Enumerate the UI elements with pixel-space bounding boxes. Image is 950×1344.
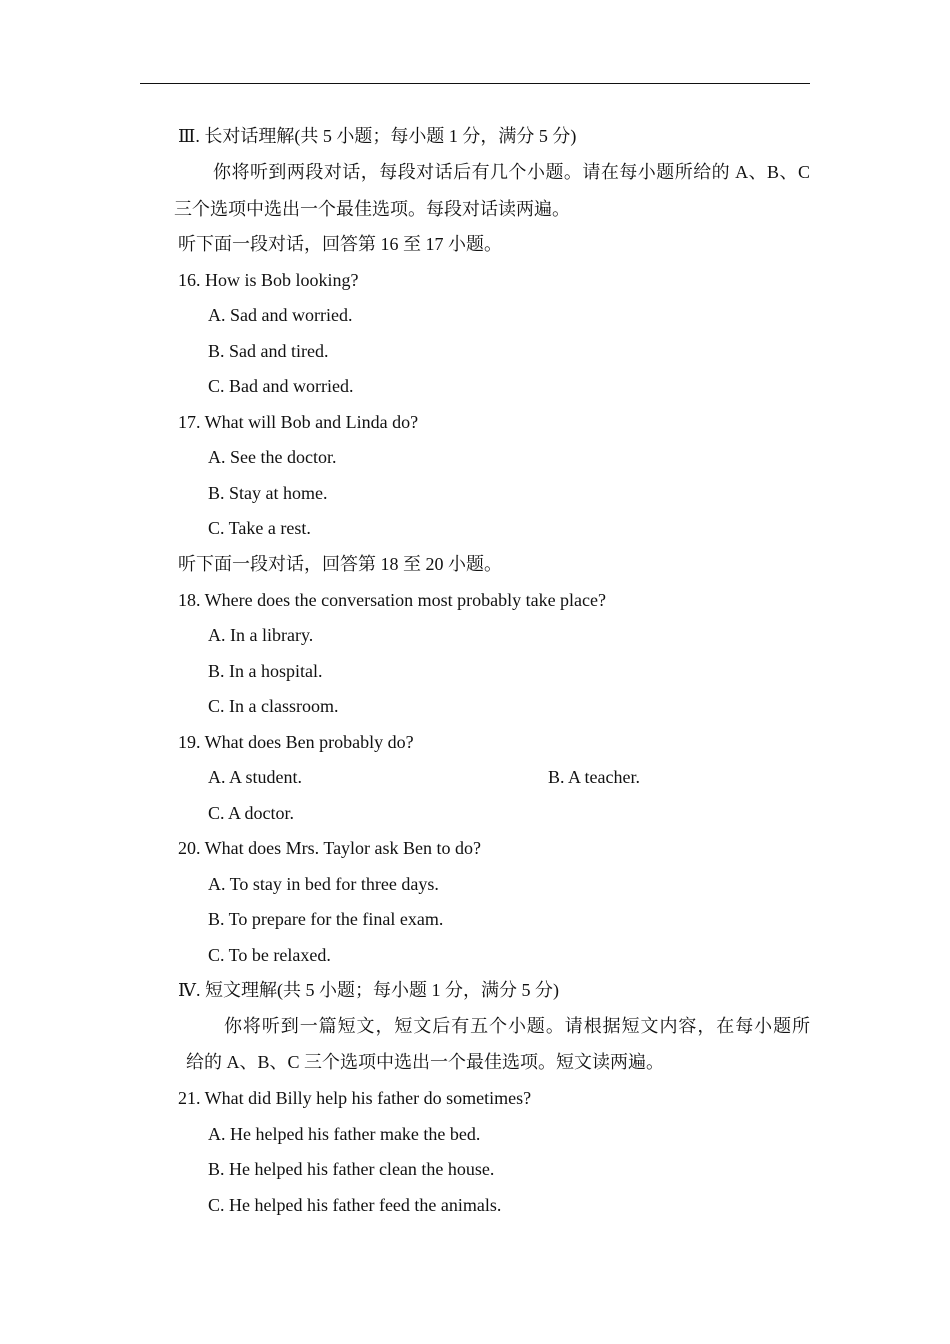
question-19-option-a: A. A student. <box>208 767 303 787</box>
section-3-heading: Ⅲ. 长对话理解(共 5 小题；每小题 1 分，满分 5 分) <box>178 126 577 146</box>
question-18-option-a: A. In a library. <box>208 625 314 645</box>
question-17-stem: 17. What will Bob and Linda do? <box>178 412 419 432</box>
question-21-option-a: A. He helped his father make the bed. <box>208 1124 481 1144</box>
question-16-option-a: A. Sad and worried. <box>208 305 353 325</box>
question-17-option-c: C. Take a rest. <box>208 518 311 538</box>
question-16-option-c: C. Bad and worried. <box>208 376 354 396</box>
section-4-instruction-line-1: 你将听到一篇短文，短文后有五个小题。请根据短文内容，在每小题所 <box>224 1016 810 1036</box>
question-16-option-b: B. Sad and tired. <box>208 341 329 361</box>
question-19-option-b: B. A teacher. <box>548 767 640 787</box>
question-20-option-a: A. To stay in bed for three days. <box>208 874 439 894</box>
section-4-instruction-line-2: 给的 A、B、C 三个选项中选出一个最佳选项。短文读两遍。 <box>186 1052 665 1072</box>
question-18-option-c: C. In a classroom. <box>208 696 339 716</box>
header-rule <box>140 83 810 84</box>
question-21-stem: 21. What did Billy help his father do sometimes? <box>178 1088 532 1108</box>
question-21-option-c: C. He helped his father feed the animals. <box>208 1195 502 1215</box>
question-18-stem: 18. Where does the conversation most probably take place? <box>178 590 607 610</box>
question-18-option-b: B. In a hospital. <box>208 661 323 681</box>
question-16-stem: 16. How is Bob looking? <box>178 270 359 290</box>
question-17-option-a: A. See the doctor. <box>208 447 337 467</box>
question-21-option-b: B. He helped his father clean the house. <box>208 1159 495 1179</box>
question-19-stem: 19. What does Ben probably do? <box>178 732 414 752</box>
question-20-option-b: B. To prepare for the final exam. <box>208 909 444 929</box>
question-17-option-b: B. Stay at home. <box>208 483 328 503</box>
dialogue-2-intro: 听下面一段对话，回答第 18 至 20 小题。 <box>178 554 502 574</box>
question-19-option-c: C. A doctor. <box>208 803 295 823</box>
section-3-instruction-line-2: 三个选项中选出一个最佳选项。每段对话读两遍。 <box>174 199 570 219</box>
section-3-instruction-line-1: 你将听到两段对话，每段对话后有几个小题。请在每小题所给的 A、B、C <box>213 162 810 182</box>
section-4-heading: Ⅳ. 短文理解(共 5 小题；每小题 1 分，满分 5 分) <box>178 980 559 1000</box>
dialogue-1-intro: 听下面一段对话，回答第 16 至 17 小题。 <box>178 234 502 254</box>
question-20-option-c: C. To be relaxed. <box>208 945 331 965</box>
question-20-stem: 20. What does Mrs. Taylor ask Ben to do? <box>178 838 482 858</box>
